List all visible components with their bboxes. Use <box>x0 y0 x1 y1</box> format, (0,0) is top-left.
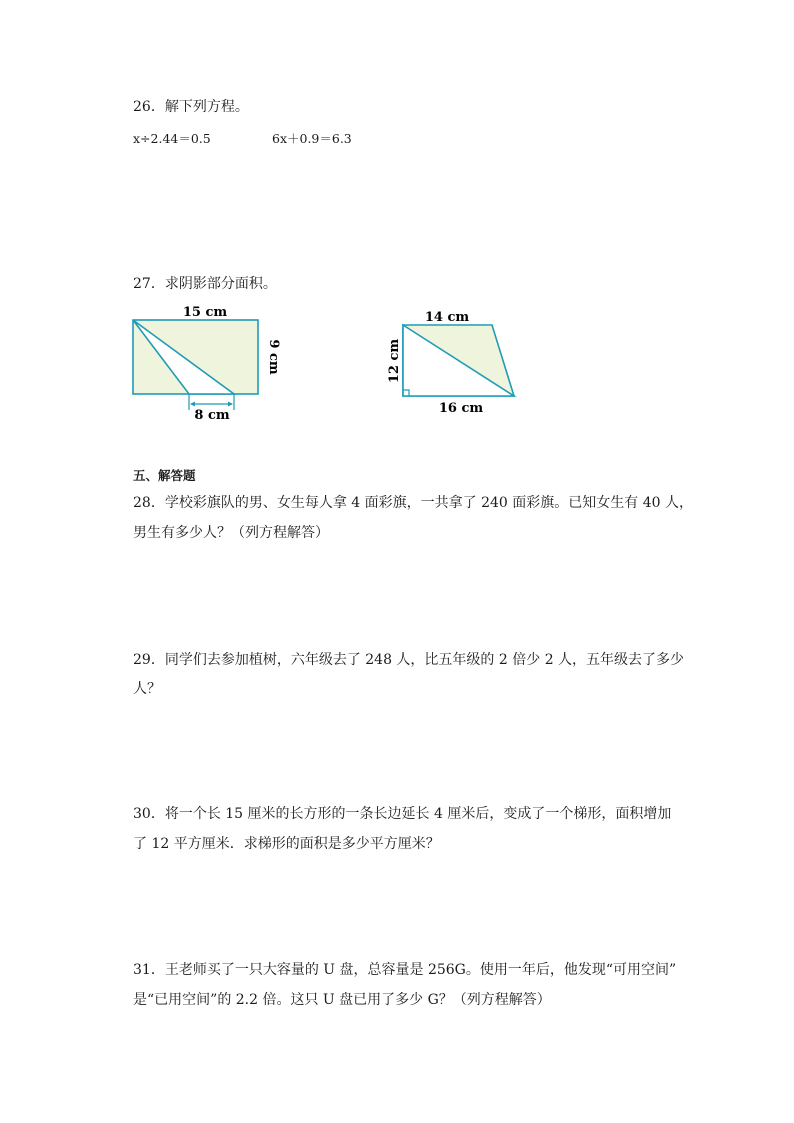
label-12cm: 12 cm <box>387 338 402 384</box>
q29-line-2: 人？ <box>133 681 161 697</box>
q27-figure-trapezoid <box>380 300 530 425</box>
q28-line-1: 28．学校彩旗队的男、女生每人拿 4 面彩旗，一共拿了 240 面彩旗。已知女生有 40 人， <box>133 495 693 511</box>
arrow-head-left <box>190 402 195 407</box>
section-5-title: 五、解答题 <box>133 468 196 483</box>
q30-line-1: 30．将一个长 15 厘米的长方形的一条长边延长 4 厘米后，变成了一个梯形，面积增加 <box>133 806 672 822</box>
q29-line-1: 29．同学们去参加植树，六年级去了 248 人，比五年级的 2 倍少 2 人，五年级去了多少 <box>133 652 685 668</box>
q31-line-2: 是“已用空间”的 2.2 倍。这只 U 盘已用了多少 G？（列方程解答） <box>133 992 551 1008</box>
q26-equation-1: x÷2.44＝0.5 <box>133 131 211 146</box>
label-9cm: 9 cm <box>266 339 281 375</box>
label-15cm: 15 cm <box>182 305 228 320</box>
q28-line-2: 男生有多少人？（列方程解答） <box>133 525 329 541</box>
q26-equation-2: 6x＋0.9＝6.3 <box>272 131 352 146</box>
q27-figure-rectangle <box>120 300 290 430</box>
label-8cm: 8 cm <box>194 408 230 423</box>
label-16cm: 16 cm <box>438 401 484 416</box>
q30-line-2: 了 12 平方厘米．求梯形的面积是多少平方厘米？ <box>133 836 440 852</box>
q26-title: 26．解下列方程。 <box>133 99 249 115</box>
q31-line-1: 31．王老师买了一只大容量的 U 盘，总容量是 256G。使用一年后，他发现“可用空间” <box>133 962 677 978</box>
q27-title: 27．求阴影部分面积。 <box>133 276 277 292</box>
label-14cm: 14 cm <box>424 310 470 325</box>
arrow-head-right <box>228 402 233 407</box>
